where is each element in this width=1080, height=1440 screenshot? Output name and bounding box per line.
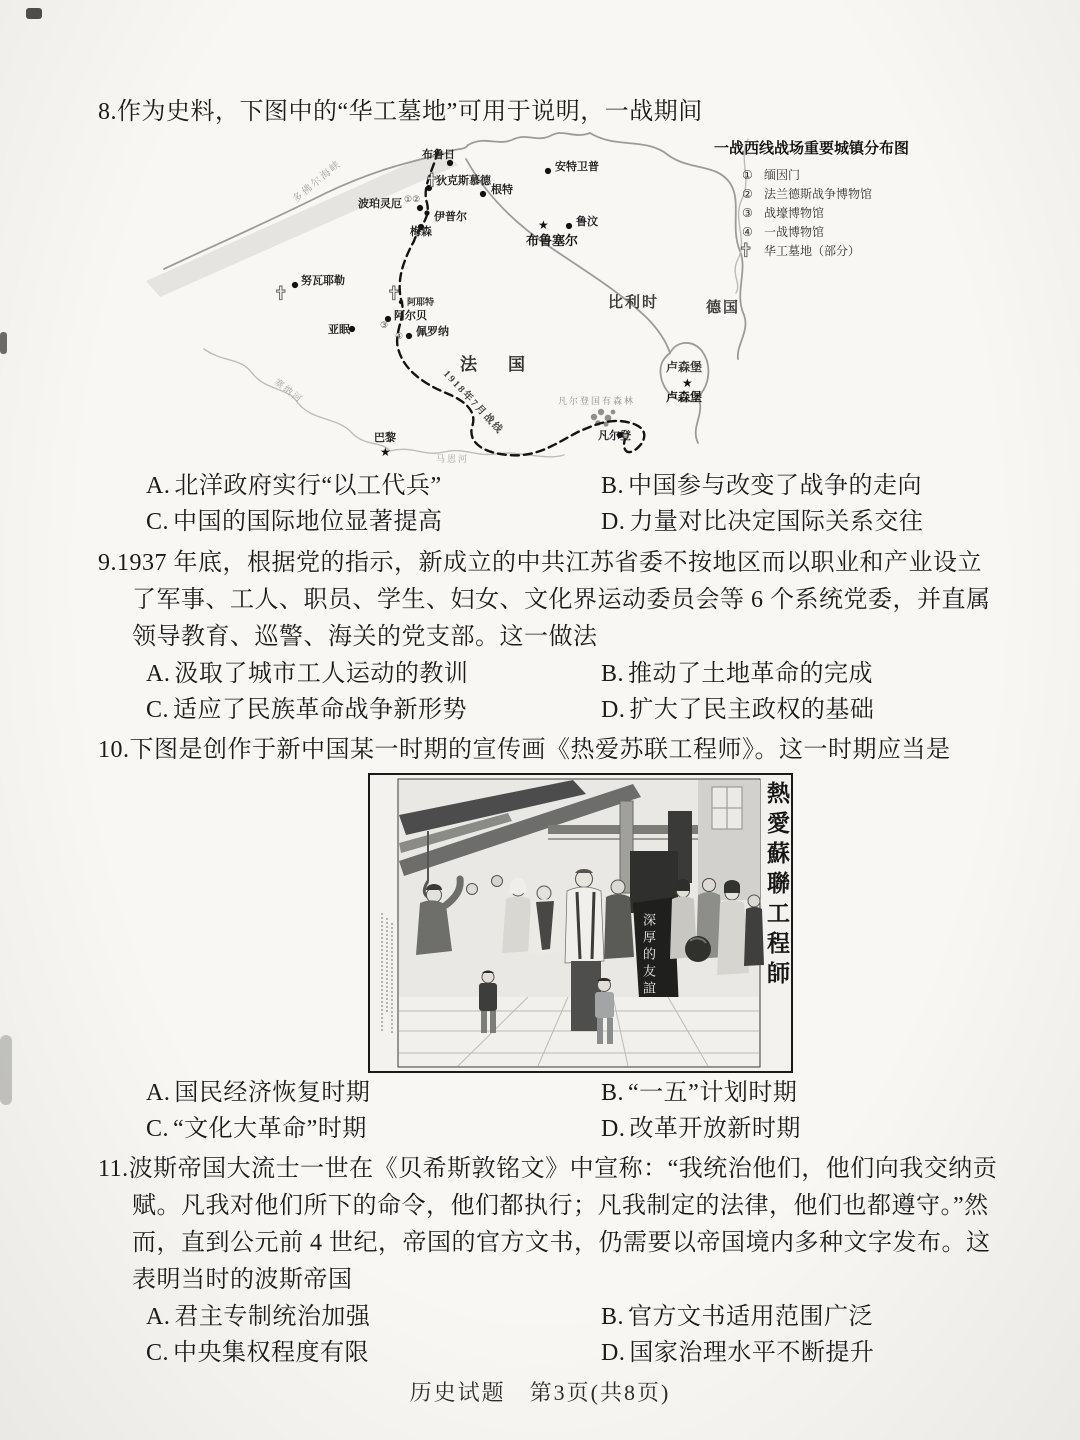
map-city: 努瓦耶勒 xyxy=(301,275,345,287)
map-city: 根特 xyxy=(491,184,513,196)
option-d: D. 改革开放新时期 xyxy=(601,1116,801,1142)
option-c: C. 中国的国际地位显著提高 xyxy=(146,509,443,535)
map-city: 阿耶特 xyxy=(407,297,435,307)
option-d: D. 力量对比决定国际关系交往 xyxy=(601,509,924,535)
map-legend-title: 一战西线战场重要城镇分布图 xyxy=(714,141,910,157)
map-label-france: 法 国 xyxy=(460,355,532,374)
question-8-options xyxy=(98,468,1003,540)
scan-artifact xyxy=(0,332,7,354)
map-label-germany: 德国 xyxy=(706,300,741,316)
map-city: 波珀灵厄 xyxy=(358,198,402,210)
legend-label: 华工墓地（部分） xyxy=(764,244,861,258)
option-a: A. 汲取了城市工人运动的教训 xyxy=(146,661,469,687)
map-city: 亚眠 xyxy=(328,324,350,336)
option-a: A. 君主专制统治加强 xyxy=(146,1304,371,1330)
star-icon: ★ xyxy=(682,376,693,390)
map-label-luxembourg-region: 卢森堡 xyxy=(666,360,703,374)
question-8-stem: 8.作为史料，下图中的“华工墓地”可用于说明，一战期间 xyxy=(98,99,703,125)
cross-icon xyxy=(742,243,750,257)
option-b: B. 官方文书适用范围广泛 xyxy=(601,1304,874,1330)
question-11-options xyxy=(98,1299,1003,1371)
map-label-luxembourg-city: 卢森堡 xyxy=(666,390,703,404)
legend-marker: ① xyxy=(742,168,753,182)
option-a: A. 北洋政府实行“以工代兵” xyxy=(146,473,442,499)
question-11-stem: 11.波斯帝国大流士一世在《贝希斯敦铭文》中宣称：“我统治他们，他们向我交纳贡赋。凡我对他们所下的命令，他们都执行；凡我制定的法律，他们也都遵守。”然而，直到公元前 4 世纪，帝国的官方文书，仍需要以帝国境内多种文字发布。这表明当时的波斯帝国 xyxy=(98,1156,998,1293)
propaganda-poster xyxy=(368,773,793,1073)
map-city: 伊普尔 xyxy=(434,211,467,223)
map-label-belgium: 比利时 xyxy=(608,295,660,311)
map-label-front-line: 1918年7月战线 xyxy=(440,368,506,437)
option-d: D. 扩大了民主政权的基础 xyxy=(601,697,875,723)
map-capital-stars xyxy=(380,218,693,459)
map-city: 布鲁日 xyxy=(422,149,455,161)
map-mark: ④ xyxy=(395,332,404,342)
map-city: 安特卫普 xyxy=(555,161,599,173)
option-c: C. “文化大革命”时期 xyxy=(146,1116,367,1142)
poster-banner-text: 深厚的友誼 xyxy=(641,913,656,998)
scan-artifact xyxy=(26,8,42,19)
question-10-stem: 10.下图是创作于新中国某一时期的宣传画《热爱苏联工程师》。这一时期应当是 xyxy=(98,737,951,763)
map-mark: ③ xyxy=(380,321,389,331)
map-city: 巴黎 xyxy=(374,432,396,444)
map-city: 鲁汶 xyxy=(576,216,598,228)
page-footer: 历史试题 第3页(共8页) xyxy=(409,1380,671,1405)
map-city: 狄克斯慕德 xyxy=(436,175,491,187)
ww1-western-front-map xyxy=(146,131,956,468)
legend-label: 法兰德斯战争博物馆 xyxy=(764,187,873,201)
option-b: B. 推动了土地革命的完成 xyxy=(601,661,874,687)
question-10-options xyxy=(98,1075,1003,1147)
map-figure xyxy=(146,131,956,468)
option-c: C. 中央集权程度有限 xyxy=(146,1340,370,1366)
map-legend xyxy=(714,139,909,258)
cross-icon xyxy=(390,286,398,300)
legend-label: 一战博物馆 xyxy=(764,225,825,239)
map-label-sea: 多佛尔海峡 xyxy=(290,158,344,206)
option-b: B. “一五”计划时期 xyxy=(601,1080,798,1106)
map-label-marne: 马恩河 xyxy=(436,454,470,464)
map-label-seine: 塞纳河 xyxy=(272,376,305,405)
option-c: C. 适应了民族革命战争新形势 xyxy=(146,697,468,723)
option-a: A. 国民经济恢复时期 xyxy=(146,1080,371,1106)
scan-artifact xyxy=(0,1035,12,1105)
legend-label: 战壕博物馆 xyxy=(764,206,825,220)
map-city: 布鲁塞尔 xyxy=(526,233,579,248)
legend-marker: ③ xyxy=(742,206,753,220)
map-forest xyxy=(591,409,616,427)
legend-label: 缅因门 xyxy=(764,168,801,182)
poster-artwork xyxy=(368,773,793,1073)
star-icon: ★ xyxy=(380,445,391,459)
question-9-stem: 9.1937 年底，根据党的指示，新成立的中共江苏省委不按地区而以职业和产业设立了军事、工人、职员、学生、妇女、文化界运动委员会等 6 个系统党委，并直属领导教育、巡警、海关的党支部。这一做法 xyxy=(98,550,991,650)
star-icon: ★ xyxy=(538,218,549,232)
map-city: 佩罗纳 xyxy=(416,326,449,338)
option-b: B. 中国参与改变了战争的走向 xyxy=(601,473,923,499)
map-mark: ①② xyxy=(404,195,421,205)
map-label-forest: 凡尔登国有森林 xyxy=(558,396,636,406)
legend-marker: ② xyxy=(742,187,753,201)
map-city: 凡尔登 xyxy=(598,430,631,442)
map-city: 梅森 xyxy=(410,226,432,238)
option-d: D. 国家治理水平不断提升 xyxy=(601,1340,875,1366)
cross-icon xyxy=(277,286,285,300)
map-city: 阿尔贝 xyxy=(394,310,427,322)
poster-title-vertical: 熱愛蘇聯工程師 xyxy=(764,781,789,991)
legend-marker: ④ xyxy=(742,225,753,239)
question-9-options xyxy=(98,656,1003,728)
